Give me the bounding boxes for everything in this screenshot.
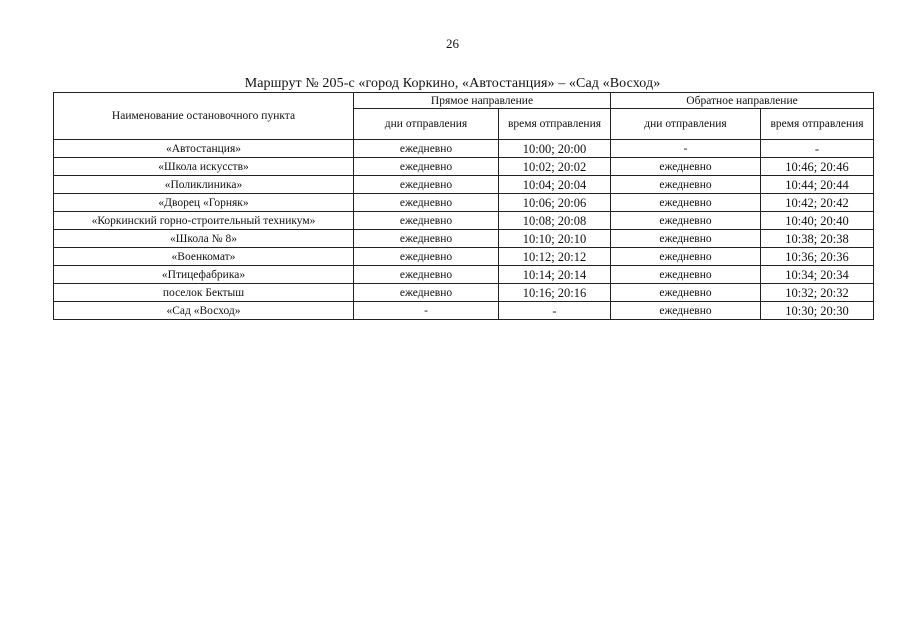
stop-name-cell: «Школа № 8» — [54, 230, 354, 248]
table-row — [54, 248, 874, 266]
reverse-days-cell: ежедневно — [611, 266, 761, 284]
stop-name-cell: «Птицефабрика» — [54, 266, 354, 284]
reverse-days-cell: ежедневно — [611, 158, 761, 176]
forward-time-cell: 10:08; 20:08 — [499, 212, 611, 230]
reverse-time-cell: 10:34; 20:34 — [761, 266, 874, 284]
forward-days-cell: ежедневно — [354, 248, 499, 266]
stop-name-cell: поселок Бектыш — [54, 284, 354, 302]
reverse-time-cell: 10:44; 20:44 — [761, 176, 874, 194]
header-reverse-days: дни отправления — [611, 109, 761, 140]
table-row — [54, 266, 874, 284]
forward-time-cell: 10:02; 20:02 — [499, 158, 611, 176]
reverse-days-cell: ежедневно — [611, 194, 761, 212]
forward-time-cell: - — [499, 302, 611, 320]
header-forward-days: дни отправления — [354, 109, 499, 140]
forward-days-cell: ежедневно — [354, 140, 499, 158]
table-row — [54, 212, 874, 230]
forward-time-cell: 10:06; 20:06 — [499, 194, 611, 212]
reverse-days-cell: ежедневно — [611, 302, 761, 320]
stop-name-cell: «Автостанция» — [54, 140, 354, 158]
header-row-directions — [54, 93, 874, 109]
table-row — [54, 176, 874, 194]
forward-time-cell: 10:10; 20:10 — [499, 230, 611, 248]
forward-time-cell: 10:12; 20:12 — [499, 248, 611, 266]
stop-name-cell: «Дворец «Горняк» — [54, 194, 354, 212]
forward-days-cell: ежедневно — [354, 176, 499, 194]
reverse-days-cell: ежедневно — [611, 230, 761, 248]
reverse-time-cell: - — [761, 140, 874, 158]
header-reverse-time: время отправления — [761, 109, 874, 140]
reverse-days-cell: ежедневно — [611, 176, 761, 194]
forward-days-cell: ежедневно — [354, 194, 499, 212]
reverse-time-cell: 10:40; 20:40 — [761, 212, 874, 230]
reverse-time-cell: 10:46; 20:46 — [761, 158, 874, 176]
stop-name-cell: «Школа искусств» — [54, 158, 354, 176]
stop-name-cell: «Сад «Восход» — [54, 302, 354, 320]
forward-time-cell: 10:04; 20:04 — [499, 176, 611, 194]
table-row — [54, 284, 874, 302]
reverse-days-cell: ежедневно — [611, 248, 761, 266]
forward-days-cell: ежедневно — [354, 284, 499, 302]
forward-time-cell: 10:00; 20:00 — [499, 140, 611, 158]
reverse-days-cell: - — [611, 140, 761, 158]
reverse-days-cell: ежедневно — [611, 284, 761, 302]
page-number: 26 — [446, 36, 459, 51]
reverse-time-cell: 10:38; 20:38 — [761, 230, 874, 248]
forward-days-cell: ежедневно — [354, 230, 499, 248]
forward-days-cell: ежедневно — [354, 212, 499, 230]
table-row — [54, 140, 874, 158]
header-forward-direction: Прямое направление — [354, 93, 611, 109]
schedule-table-header — [54, 93, 874, 140]
reverse-time-cell: 10:36; 20:36 — [761, 248, 874, 266]
header-forward-time: время отправления — [499, 109, 611, 140]
forward-days-cell: - — [354, 302, 499, 320]
forward-time-cell: 10:14; 20:14 — [499, 266, 611, 284]
header-stop-name: Наименование остановочного пункта — [54, 93, 354, 140]
reverse-time-cell: 10:42; 20:42 — [761, 194, 874, 212]
table-row — [54, 194, 874, 212]
forward-days-cell: ежедневно — [354, 158, 499, 176]
forward-days-cell: ежедневно — [354, 266, 499, 284]
schedule-table — [53, 92, 874, 320]
stop-name-cell: «Поликлиника» — [54, 176, 354, 194]
table-row — [54, 302, 874, 320]
reverse-days-cell: ежедневно — [611, 212, 761, 230]
header-reverse-direction: Обратное направление — [611, 93, 874, 109]
reverse-time-cell: 10:30; 20:30 — [761, 302, 874, 320]
stop-name-cell: «Коркинский горно-строительный техникум» — [54, 212, 354, 230]
route-title: Маршрут № 205-с «город Коркино, «Автостанция» – «Сад «Восход» — [244, 76, 661, 91]
stop-name-cell: «Военкомат» — [54, 248, 354, 266]
schedule-table-body — [54, 140, 874, 320]
table-row — [54, 230, 874, 248]
table-row — [54, 158, 874, 176]
forward-time-cell: 10:16; 20:16 — [499, 284, 611, 302]
reverse-time-cell: 10:32; 20:32 — [761, 284, 874, 302]
